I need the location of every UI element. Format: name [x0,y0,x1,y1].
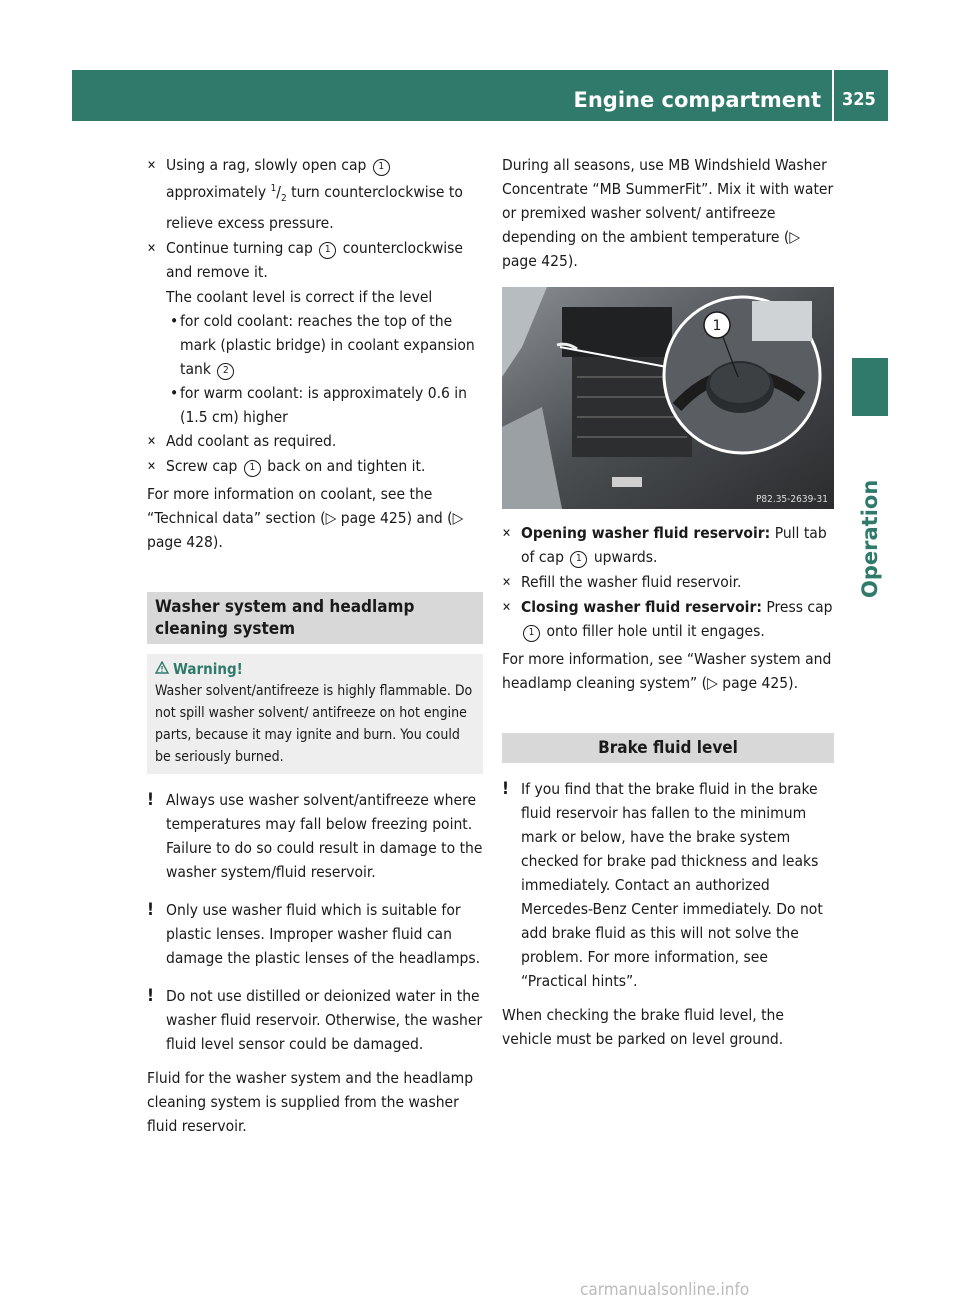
bullet-cold-coolant: • for cold coolant: reaches the top of the mark (plastic bridge) in coolant expansion tank 2 [147,309,483,381]
brake-level-paragraph: When checking the brake fluid level, the vehicle must be parked on level ground. [502,1006,784,1048]
figure-code: P82.35-2639-31 [755,494,828,505]
figure-callout-1: 1 [712,318,722,334]
step-close-reservoir: ✕ Closing washer fluid reservoir: Press cap 1 onto filler hole until it engages. [502,595,834,643]
note-plastic-lenses: ! Only use washer fluid which is suitable for plastic lenses. Improper washer fluid can damage the plastic lenses of the headlamps. [147,900,481,968]
warning-text: Washer solvent/antifreeze is highly flammable. Do not spill washer solvent/ antifreeze on hot engine parts, because it may ignite and burn. You could be seriously burned. [155,683,473,766]
bullet-warm-coolant: • for warm coolant: is approximately 0.6 in (1.5 cm) higher [147,381,483,429]
page-header [72,70,888,121]
caution-mark: ! [147,790,154,811]
warning-box [147,654,483,774]
side-tab-marker [852,358,888,416]
callout-1: 1 [244,460,261,477]
callout-1: 1 [319,242,336,259]
washer-concentrate-paragraph: During all seasons, use MB Windshield Washer Concentrate “MB SummerFit”. Mix it with water or premixed washer solvent/ antifreeze depending on the ambient temperature (▷ page 425). [502,156,834,270]
page-number: 325 [842,89,876,110]
callout-1: 1 [373,159,390,176]
step-add-coolant: ✕ Add coolant as required. [147,429,483,453]
step-refill-reservoir: ✕ Refill the washer fluid reservoir. [502,570,834,594]
engine-illustration [502,287,834,509]
watermark: carmanualsonline.info [580,1280,750,1300]
caution-mark: ! [147,900,154,921]
note-antifreeze: ! Always use washer solvent/antifreeze where temperatures may fall below freezing point. Failure to do so could result in damage to the washer system/fluid reservoir. [147,790,483,882]
washer-info-paragraph: For more information, see “Washer system and headlamp cleaning system” (▷ page 425). [502,650,832,692]
step-open-reservoir: ✕ Opening washer fluid reservoir: Pull tab of cap 1 upwards. [502,521,834,569]
washer-fluid-paragraph: Fluid for the washer system and the headlamp cleaning system is supplied from the washer fluid reservoir. [147,1069,474,1136]
warning-triangle-icon [155,658,173,680]
level-intro: The coolant level is correct if the level [166,288,433,307]
note-brake-fluid: ! If you find that the brake fluid in the brake fluid reservoir has fallen to the minimum mark or below, have the brake system checked for brake pad thickness and leaks immediately. Contact an authorized Mercedes-Benz Center immediately. Do not add brake fluid as this will not solve the problem. For more information, see “Practical hints”. [502,779,823,990]
left-column [147,153,483,1138]
engine-photo [502,287,834,509]
step-open-cap: ✕ Using a rag, slowly open cap 1 approximately $^1/_2$ turn counterclockwise to relieve excess pressure. [147,153,483,235]
fraction: $^1/_2$ [270,183,287,205]
chapter-title: Engine compartment [573,88,821,112]
right-column [502,153,834,1051]
caution-mark: ! [147,986,154,1007]
coolant-info-paragraph: For more information on coolant, see the “Technical data” section (▷ page 425) and (▷ page 428). [147,485,464,552]
step-remove-cap: ✕ Continue turning cap 1 counterclockwise and remove it. [147,236,483,284]
note-distilled-water: ! Do not use distilled or deionized water in the washer fluid reservoir. Otherwise, the washer fluid level sensor could be damaged. [147,986,483,1054]
header-divider [832,70,834,121]
callout-2: 2 [217,363,234,380]
section-heading-brake: Brake fluid level [502,733,834,763]
caution-mark: ! [502,779,509,799]
side-tab-label: Operation [858,479,882,598]
section-heading-washer: Washer system and headlamp cleaning system [147,592,483,644]
callout-1: 1 [523,625,540,642]
callout-1: 1 [570,551,587,568]
step-screw-cap: ✕ Screw cap 1 back on and tighten it. [147,454,483,478]
warning-title: Warning! [155,658,475,680]
